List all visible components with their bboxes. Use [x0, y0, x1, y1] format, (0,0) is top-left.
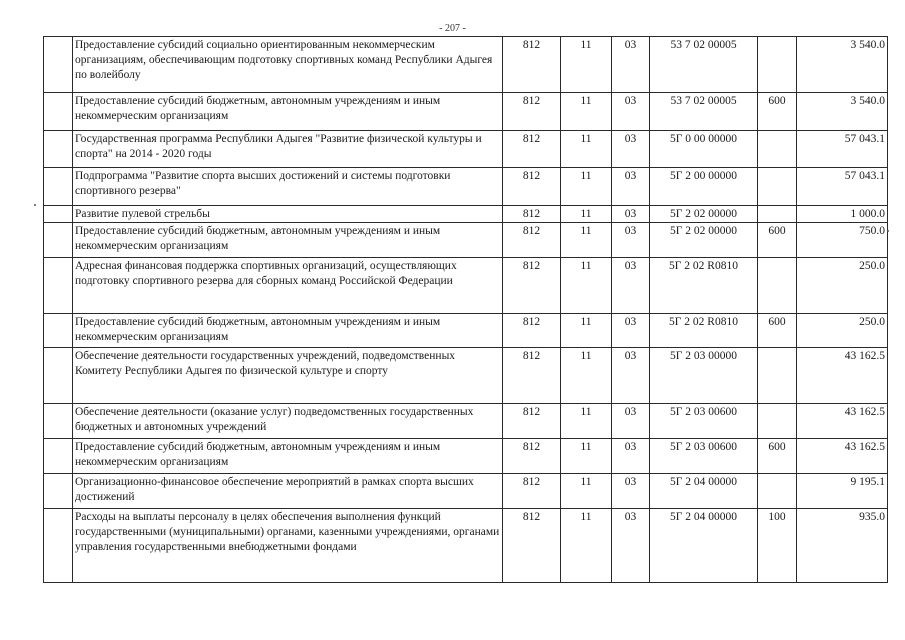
expense-type-cell: 600: [758, 223, 797, 258]
target-article-cell: 53 7 02 00005: [650, 37, 758, 93]
item-name-cell: Обеспечение деятельности (оказание услуг) подведомственных государственных бюджетных и автономных учреждений: [73, 404, 503, 439]
table-row: [44, 206, 888, 223]
amount-cell: 750.0: [797, 223, 888, 258]
item-name-cell: Расходы на выплаты персоналу в целях обеспечения выполнения функций государственными (муниципальными) органами, казенными учреждениями, органами управления государственными внебюджетными фондами: [73, 509, 503, 583]
section-code-cell: 11: [561, 223, 612, 258]
row-number-cell: [44, 348, 73, 404]
table-row: [44, 258, 888, 314]
subsection-code-cell: 03: [612, 314, 650, 348]
row-number-cell: [44, 223, 73, 258]
expense-type-cell: [758, 131, 797, 168]
subsection-code-cell: 03: [612, 131, 650, 168]
section-code-cell: 11: [561, 93, 612, 131]
expense-type-cell: [758, 404, 797, 439]
amount-cell: 3 540.0: [797, 93, 888, 131]
row-number-cell: [44, 37, 73, 93]
item-name-cell: Развитие пулевой стрельбы: [73, 206, 503, 223]
amount-cell: 250.0: [797, 314, 888, 348]
item-name-cell: Подпрограмма "Развитие спорта высших достижений и системы подготовки спортивного резерва": [73, 168, 503, 206]
table-row: [44, 37, 888, 93]
item-name-cell: Предоставление субсидий бюджетным, автономным учреждениям и иным некоммерческим организациям: [73, 223, 503, 258]
row-number-cell: [44, 258, 73, 314]
ministry-code-cell: 812: [503, 348, 561, 404]
item-name-cell: Предоставление субсидий бюджетным, автономным учреждениям и иным некоммерческим организациям: [73, 439, 503, 474]
table-row: [44, 131, 888, 168]
row-number-cell: [44, 314, 73, 348]
expense-type-cell: 600: [758, 439, 797, 474]
expense-type-cell: [758, 37, 797, 93]
target-article-cell: 5Г 2 02 00000: [650, 206, 758, 223]
target-article-cell: 5Г 2 02 R0810: [650, 314, 758, 348]
ministry-code-cell: 812: [503, 206, 561, 223]
expense-type-cell: [758, 206, 797, 223]
row-number-cell: [44, 168, 73, 206]
item-name-cell: Организационно-финансовое обеспечение мероприятий в рамках спорта высших достижений: [73, 474, 503, 509]
target-article-cell: 5Г 2 04 00000: [650, 509, 758, 583]
page-number: - 207 -: [439, 23, 466, 34]
amount-cell: 43 162.5: [797, 439, 888, 474]
table-row: [44, 474, 888, 509]
expense-type-cell: 600: [758, 314, 797, 348]
ministry-code-cell: 812: [503, 258, 561, 314]
ministry-code-cell: 812: [503, 439, 561, 474]
table-row: [44, 168, 888, 206]
item-name-cell: Предоставление субсидий бюджетным, автономным учреждениям и иным некоммерческим организациям: [73, 93, 503, 131]
ministry-code-cell: 812: [503, 509, 561, 583]
table-row: [44, 93, 888, 131]
section-code-cell: 11: [561, 314, 612, 348]
section-code-cell: 11: [561, 474, 612, 509]
subsection-code-cell: 03: [612, 168, 650, 206]
expense-type-cell: 100: [758, 509, 797, 583]
subsection-code-cell: 03: [612, 223, 650, 258]
amount-cell: 3 540.0: [797, 37, 888, 93]
target-article-cell: 5Г 2 03 00000: [650, 348, 758, 404]
row-number-cell: [44, 206, 73, 223]
section-code-cell: 11: [561, 258, 612, 314]
subsection-code-cell: 03: [612, 439, 650, 474]
row-number-cell: [44, 439, 73, 474]
ministry-code-cell: 812: [503, 314, 561, 348]
ministry-code-cell: 812: [503, 168, 561, 206]
item-name-cell: Адресная финансовая поддержка спортивных организаций, осуществляющих подготовку спортивного резерва для сборных команд Российской Федерации: [73, 258, 503, 314]
section-code-cell: 11: [561, 439, 612, 474]
item-name-cell: Обеспечение деятельности государственных учреждений, подведомственных Комитету Республики Адыгея по физической культуре и спорту: [73, 348, 503, 404]
expense-type-cell: [758, 258, 797, 314]
amount-cell: 1 000.0: [797, 206, 888, 223]
table-row: [44, 348, 888, 404]
row-number-cell: [44, 131, 73, 168]
section-code-cell: 11: [561, 348, 612, 404]
budget-table: [43, 36, 888, 583]
target-article-cell: 5Г 2 02 00000: [650, 223, 758, 258]
subsection-code-cell: 03: [612, 93, 650, 131]
target-article-cell: 5Г 2 03 00600: [650, 439, 758, 474]
subsection-code-cell: 03: [612, 348, 650, 404]
row-number-cell: [44, 474, 73, 509]
table-row: [44, 314, 888, 348]
table-row: [44, 509, 888, 583]
amount-cell: 250.0: [797, 258, 888, 314]
expense-type-cell: [758, 474, 797, 509]
amount-cell: 57 043.1: [797, 131, 888, 168]
row-number-cell: [44, 404, 73, 439]
ministry-code-cell: 812: [503, 404, 561, 439]
row-number-cell: [44, 509, 73, 583]
table-row: [44, 439, 888, 474]
subsection-code-cell: 03: [612, 509, 650, 583]
row-number-cell: [44, 93, 73, 131]
table-row: [44, 223, 888, 258]
amount-cell: 9 195.1: [797, 474, 888, 509]
expense-type-cell: [758, 168, 797, 206]
scan-speck: [887, 230, 889, 232]
item-name-cell: Предоставление субсидий социально ориентированным некоммерческим организациям, обеспечивающим подготовку спортивных команд Республики Адыгея по волейболу: [73, 37, 503, 93]
ministry-code-cell: 812: [503, 474, 561, 509]
item-name-cell: Государственная программа Республики Адыгея "Развитие физической культуры и спорта" на 2014 - 2020 годы: [73, 131, 503, 168]
section-code-cell: 11: [561, 206, 612, 223]
ministry-code-cell: 812: [503, 37, 561, 93]
amount-cell: 43 162.5: [797, 404, 888, 439]
subsection-code-cell: 03: [612, 206, 650, 223]
ministry-code-cell: 812: [503, 223, 561, 258]
amount-cell: 43 162.5: [797, 348, 888, 404]
item-name-cell: Предоставление субсидий бюджетным, автономным учреждениям и иным некоммерческим организациям: [73, 314, 503, 348]
ministry-code-cell: 812: [503, 93, 561, 131]
subsection-code-cell: 03: [612, 37, 650, 93]
expense-type-cell: [758, 348, 797, 404]
target-article-cell: 5Г 2 03 00600: [650, 404, 758, 439]
scan-speck: [34, 204, 36, 206]
section-code-cell: 11: [561, 168, 612, 206]
target-article-cell: 5Г 2 04 00000: [650, 474, 758, 509]
target-article-cell: 5Г 0 00 00000: [650, 131, 758, 168]
section-code-cell: 11: [561, 131, 612, 168]
amount-cell: 935.0: [797, 509, 888, 583]
expense-type-cell: 600: [758, 93, 797, 131]
budget-table-body: [44, 37, 888, 583]
section-code-cell: 11: [561, 509, 612, 583]
table-row: [44, 404, 888, 439]
target-article-cell: 53 7 02 00005: [650, 93, 758, 131]
subsection-code-cell: 03: [612, 474, 650, 509]
ministry-code-cell: 812: [503, 131, 561, 168]
section-code-cell: 11: [561, 37, 612, 93]
section-code-cell: 11: [561, 404, 612, 439]
target-article-cell: 5Г 2 02 R0810: [650, 258, 758, 314]
subsection-code-cell: 03: [612, 404, 650, 439]
amount-cell: 57 043.1: [797, 168, 888, 206]
subsection-code-cell: 03: [612, 258, 650, 314]
target-article-cell: 5Г 2 00 00000: [650, 168, 758, 206]
